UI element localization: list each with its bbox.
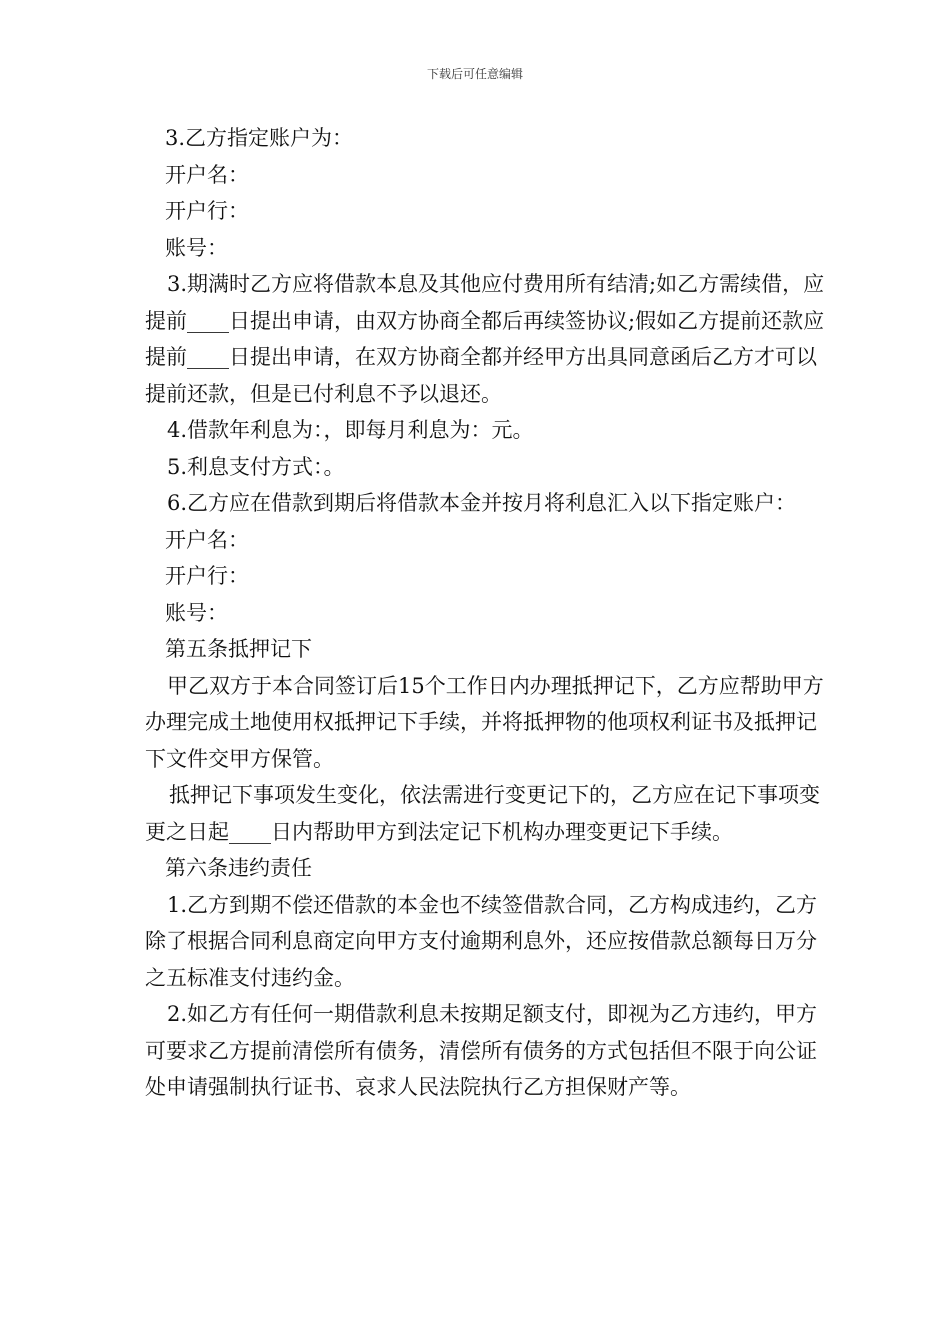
page-header: 下载后可任意编辑: [426, 67, 523, 81]
paragraph-breach-1: 1.乙方到期不偿还借款的本金也不续签借款合同，乙方构成违约，乙方除了根据合同利息商定向甲方支付逾期利息外，还应按借款总额每日万分之五标准支付违约金。: [145, 892, 818, 990]
section-title-mortgage: 第五条抵押记下: [165, 637, 312, 661]
paragraph-interest-payment: 5.利息支付方式：。: [167, 454, 345, 479]
paragraph-account-name-2: 开户名：: [165, 527, 249, 552]
paragraph-account-bank: 开户行：: [165, 199, 249, 223]
paragraph-mortgage-change: 抵押记下事项发生变化，依法需进行变更记下的，乙方应在记下事项变更之日起____日内帮助甲方到法定记下机构办理变更记下手续。: [145, 783, 820, 844]
paragraph-designated-account: 3.乙方指定账户为：: [165, 126, 354, 150]
paragraph-account-number: 账号：: [165, 235, 228, 260]
paragraph-maturity-clause: 3.期满时乙方应将借款本息及其他应付费用所有结清;如乙方需续借，应提前____日提出申请，由双方协商全都后再续签协议;假如乙方提前还款应提前____日提出申请，在双方协商全都并经甲方出具同意函后乙方才可以提前还款，但是已付利息不予以退还。: [145, 272, 825, 406]
paragraph-breach-2: 2.如乙方有任何一期借款利息未按期足额支付，即视为乙方违约，甲方可要求乙方提前清偿所有债务，清偿所有债务的方式包括但不限于向公证处申请强制执行证书、哀求人民法院执行乙方担保财产等。: [145, 1002, 818, 1099]
section-title-breach: 第六条违约责任: [165, 856, 312, 880]
paragraph-account-name: 开户名：: [165, 162, 249, 187]
document-body: [145, 120, 825, 1106]
paragraph-annual-interest: 4.借款年利息为：，即每月利息为：元。: [167, 418, 534, 442]
paragraph-mortgage-registration: 甲乙双方于本合同签订后15个工作日内办理抵押记下，乙方应帮助甲方办理完成土地使用权抵押记下手续，并将抵押物的他项权利证书及抵押记下文件交甲方保管。: [145, 673, 824, 771]
paragraph-account-number-2: 账号：: [165, 600, 228, 625]
paragraph-account-bank-2: 开户行：: [165, 564, 249, 588]
paragraph-repayment-account: 6.乙方应在借款到期后将借款本金并按月将利息汇入以下指定账户：: [167, 491, 797, 515]
